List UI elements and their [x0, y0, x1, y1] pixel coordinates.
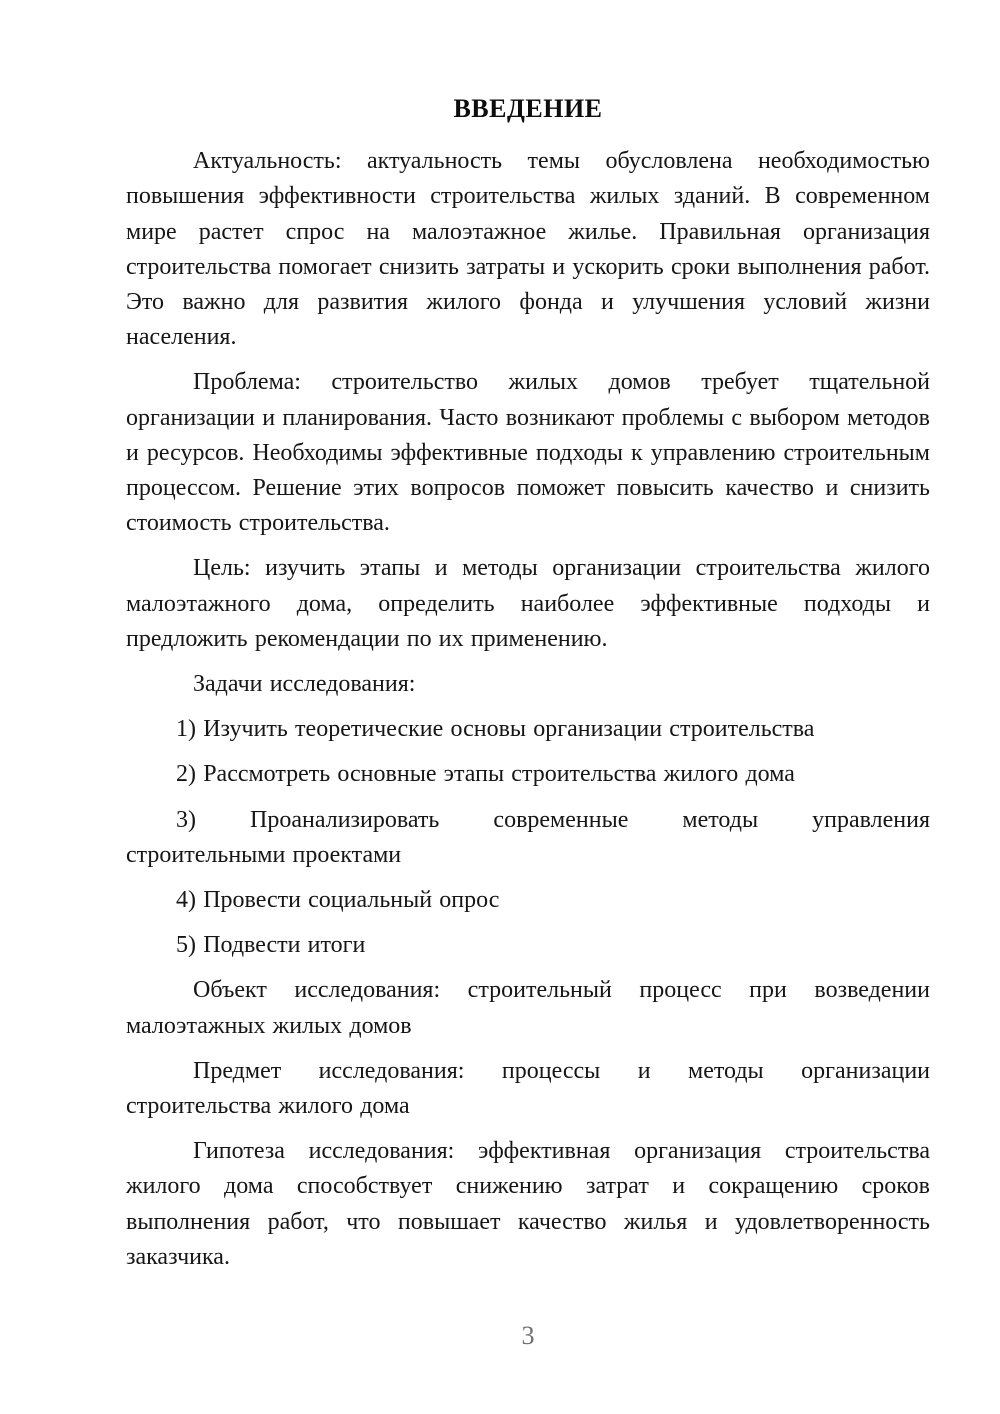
tasks-heading: Задачи исследования: [193, 671, 416, 698]
document-content [126, 91, 930, 1285]
task-item-3-line-2: строительными проектами [126, 841, 402, 868]
task-item-3 [126, 803, 930, 873]
paragraph-object: Объект исследования: строительный процесс при возведении малоэтажных жилых домов [126, 977, 930, 1039]
paragraph-hypothesis: Гипотеза исследования: эффективная организация строительства жилого дома способствует снижению затрат и сокращению сроков выполнения работ, что повышает качество жилья и удовлетворенность заказчика. [126, 1138, 930, 1270]
page-number: 3 [521, 1321, 535, 1350]
task-item-3-line-1: 3) Проанализировать современные методы управления [176, 806, 930, 833]
task-item-2: 2) Рассмотреть основные этапы строительства жилого дома [176, 761, 795, 788]
task-item-4: 4) Провести социальный опрос [176, 887, 500, 914]
paragraph-relevance: Актуальность: актуальность темы обусловлена необходимостью повышения эффективности строительства жилых зданий. В современном мире растет спрос на малоэтажное жилье. Правильная организация строительства помогает снизить затраты и ускорить сроки выполнения работ. Это важно для развития жилого фонда и улучшения условий жизни населения. [126, 148, 930, 351]
paragraph-subject: Предмет исследования: процессы и методы организации строительства жилого дома [126, 1057, 930, 1120]
task-item-1: 1) Изучить теоретические основы организации строительства [176, 716, 815, 743]
paragraph-goal: Цель: изучить этапы и методы организации строительства жилого малоэтажного дома, определить наиболее эффективные подходы и предложить рекомендации по их применению. [126, 555, 930, 652]
task-item-5: 5) Подвести итоги [176, 932, 366, 959]
page-title: ВВЕДЕНИЕ [453, 94, 603, 123]
paragraph-problem: Проблема: строительство жилых домов требует тщательной организации и планирования. Часто возникают проблемы с выбором методов и ресурсов. Необходимы эффективные подходы к управлению строительным процессом. Решение этих вопросов поможет повысить качество и снизить стоимость строительства. [126, 369, 930, 537]
